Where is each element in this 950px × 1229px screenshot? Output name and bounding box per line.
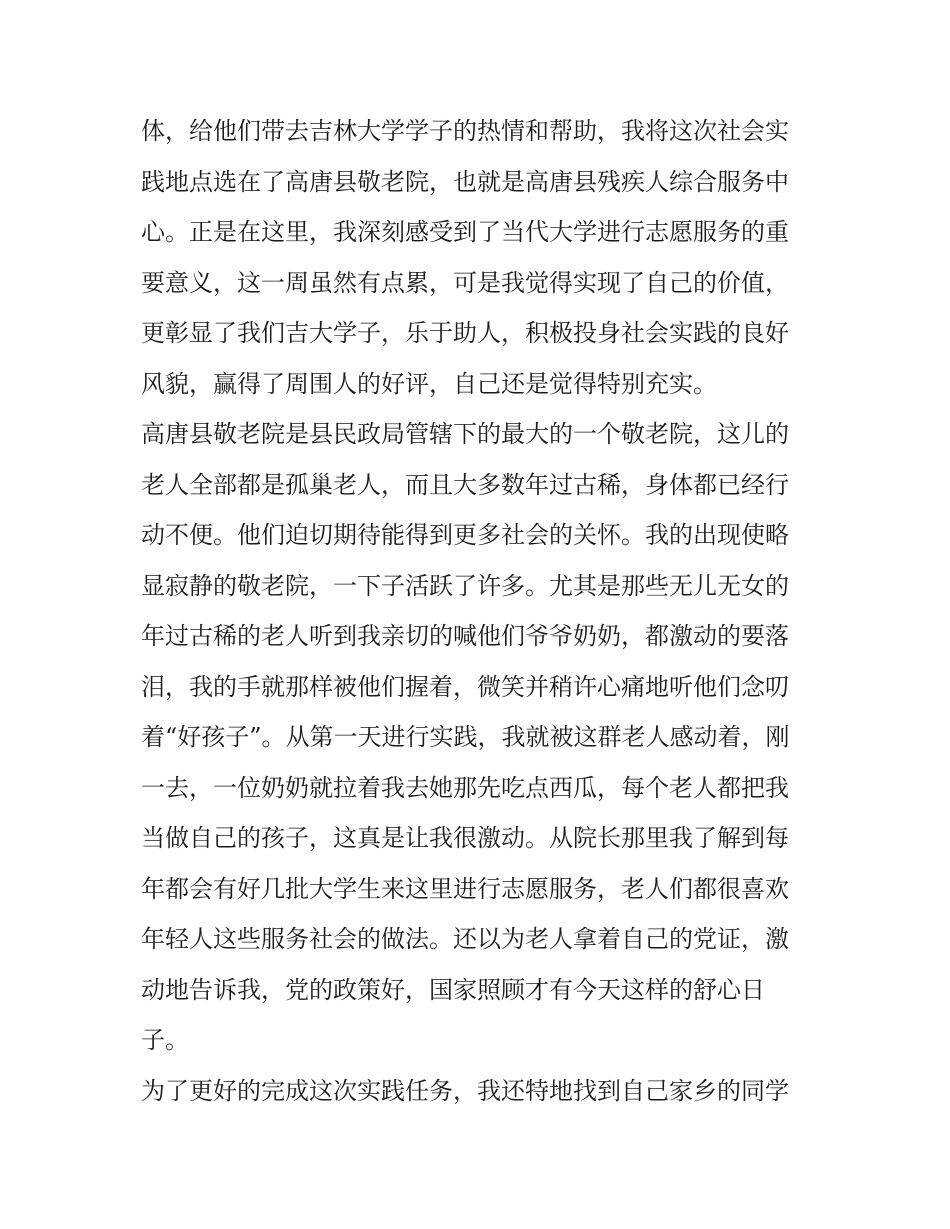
text-line: 老人全部都是孤巢老人，而且大多数年过古稀，身体都已经行 — [141, 470, 789, 499]
text-line: 动地告诉我，党的政策好，国家照顾才有今天这样的舒心日 — [141, 975, 765, 1004]
text-line: 心。正是在这里，我深刻感受到了当代大学进行志愿服务的重 — [141, 218, 789, 246]
text-line: 当做自己的孩子，这真是让我很激动。从院长那里我了解到每 — [141, 824, 789, 852]
text-line: 显寂静的敬老院，一下子活跃了许多。尤其是那些无儿无女的 — [141, 571, 789, 600]
text-line: 体，给他们带去吉林大学学子的热情和帮助，我将这次社会实 — [141, 117, 789, 145]
text-line: 践地点选在了高唐县敬老院，也就是高唐县残疾人综合服务中 — [141, 167, 789, 196]
body-text — [141, 106, 821, 1116]
text-line: 一去，一位奶奶就拉着我去她那先吃点西瓜，每个老人都把我 — [141, 773, 789, 802]
text-line: 为了更好的完成这次实践任务，我还特地找到自己家乡的同学 — [141, 1076, 789, 1105]
text-line: 泪，我的手就那样被他们握着，微笑并稍许心痛地听他们念叨 — [141, 672, 789, 701]
text-line: 高唐县敬老院是县民政局管辖下的最大的一个敬老院，这儿的 — [141, 420, 789, 448]
text-line: 年过古稀的老人听到我亲切的喊他们爷爷奶奶，都激动的要落 — [141, 622, 789, 650]
text-line: 子。 — [141, 1026, 189, 1054]
text-line: 风貌，赢得了周围人的好评，自己还是觉得特别充实。 — [141, 369, 717, 398]
text-line: 年轻人这些服务社会的做法。还以为老人拿着自己的党证，激 — [141, 925, 789, 953]
text-line: 要意义，这一周虽然有点累，可是我觉得实现了自己的价值， — [141, 268, 789, 297]
text-line: 更彰显了我们吉大学子，乐于助人，积极投身社会实践的良好 — [141, 319, 789, 347]
text-line: 动不便。他们迫切期待能得到更多社会的关怀。我的出现使略 — [141, 521, 789, 549]
text-line: 着“好孩子”。从第一天进行实践，我就被这群老人感动着，刚 — [141, 723, 790, 751]
text-line: 年都会有好几批大学生来这里进行志愿服务，老人们都很喜欢 — [141, 874, 789, 903]
